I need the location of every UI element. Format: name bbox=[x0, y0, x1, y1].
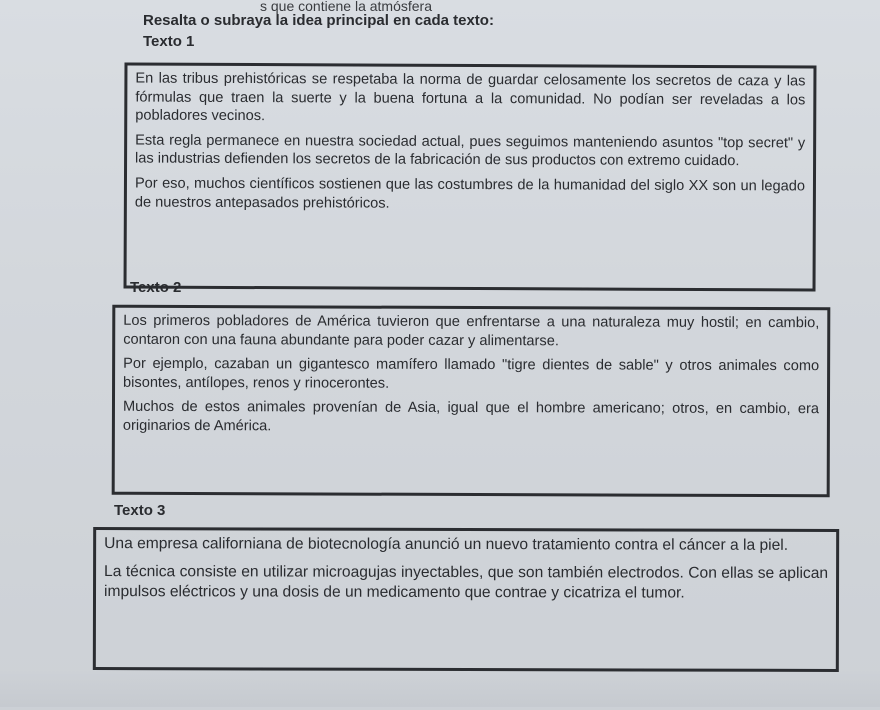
text-1-paragraph-1: En las tribus prehistóricas se respetaba la norma de guardar celosamente los secretos de caza y las fórmulas que traen la suerte y la buena fortuna a la comunidad. No podían ser reveladas a los pobladores vecinos. bbox=[135, 70, 806, 125]
text-2-paragraph-1: Los primeros pobladores de América tuvieron que enfrentarse a una naturaleza muy hostil; en cambio, contaron con una fauna abundante para poder cazar y alimentarse. bbox=[123, 312, 820, 349]
text-1-box bbox=[124, 62, 817, 291]
text-2-title: Texto 2 bbox=[130, 279, 182, 296]
text-1-paragraph-3: Por eso, muchos científicos sostienen que las costumbres de la humanidad del siglo XX son un legado de nuestros antepasados prehistóricos. bbox=[134, 175, 805, 212]
page-bottom-shadow bbox=[0, 670, 880, 710]
text-2-paragraph-3: Muchos de estos animales provenían de Asia, igual que el hombre americano; otros, en cambio, era originarios de América. bbox=[122, 399, 820, 435]
cropped-previous-line: s que contiene la atmósfera bbox=[260, 0, 432, 14]
text-3-paragraph-2: La técnica consiste en utilizar microagujas inyectables, que son también electrodos. Con ellas se aplican impulsos eléctricos y una dosis de un medicamento que contrae y cicatriza el tumor. bbox=[103, 562, 829, 602]
text-1-title: Texto 1 bbox=[143, 33, 195, 50]
instruction-heading: Resalta o subraya la idea principal en cada texto: bbox=[143, 12, 494, 29]
text-3-title: Texto 3 bbox=[114, 502, 166, 519]
text-1-paragraph-2: Esta regla permanece en nuestra sociedad actual, pues seguimos manteniendo asuntos "top secret" y las industrias defienden los secretos de la fabricación de sus productos con extremo cuidado. bbox=[135, 132, 806, 170]
text-2-box bbox=[112, 305, 831, 498]
text-2-paragraph-2: Por ejemplo, cazaban un gigantesco mamífero llamado "tigre dientes de sable" y otros animales como bisontes, antílopes, renos y rinocerontes. bbox=[123, 355, 820, 392]
text-3-box bbox=[93, 527, 839, 672]
text-3-paragraph-1: Una empresa californiana de biotecnología anunció un nuevo tratamiento contra el cáncer a la piel. bbox=[104, 535, 789, 554]
